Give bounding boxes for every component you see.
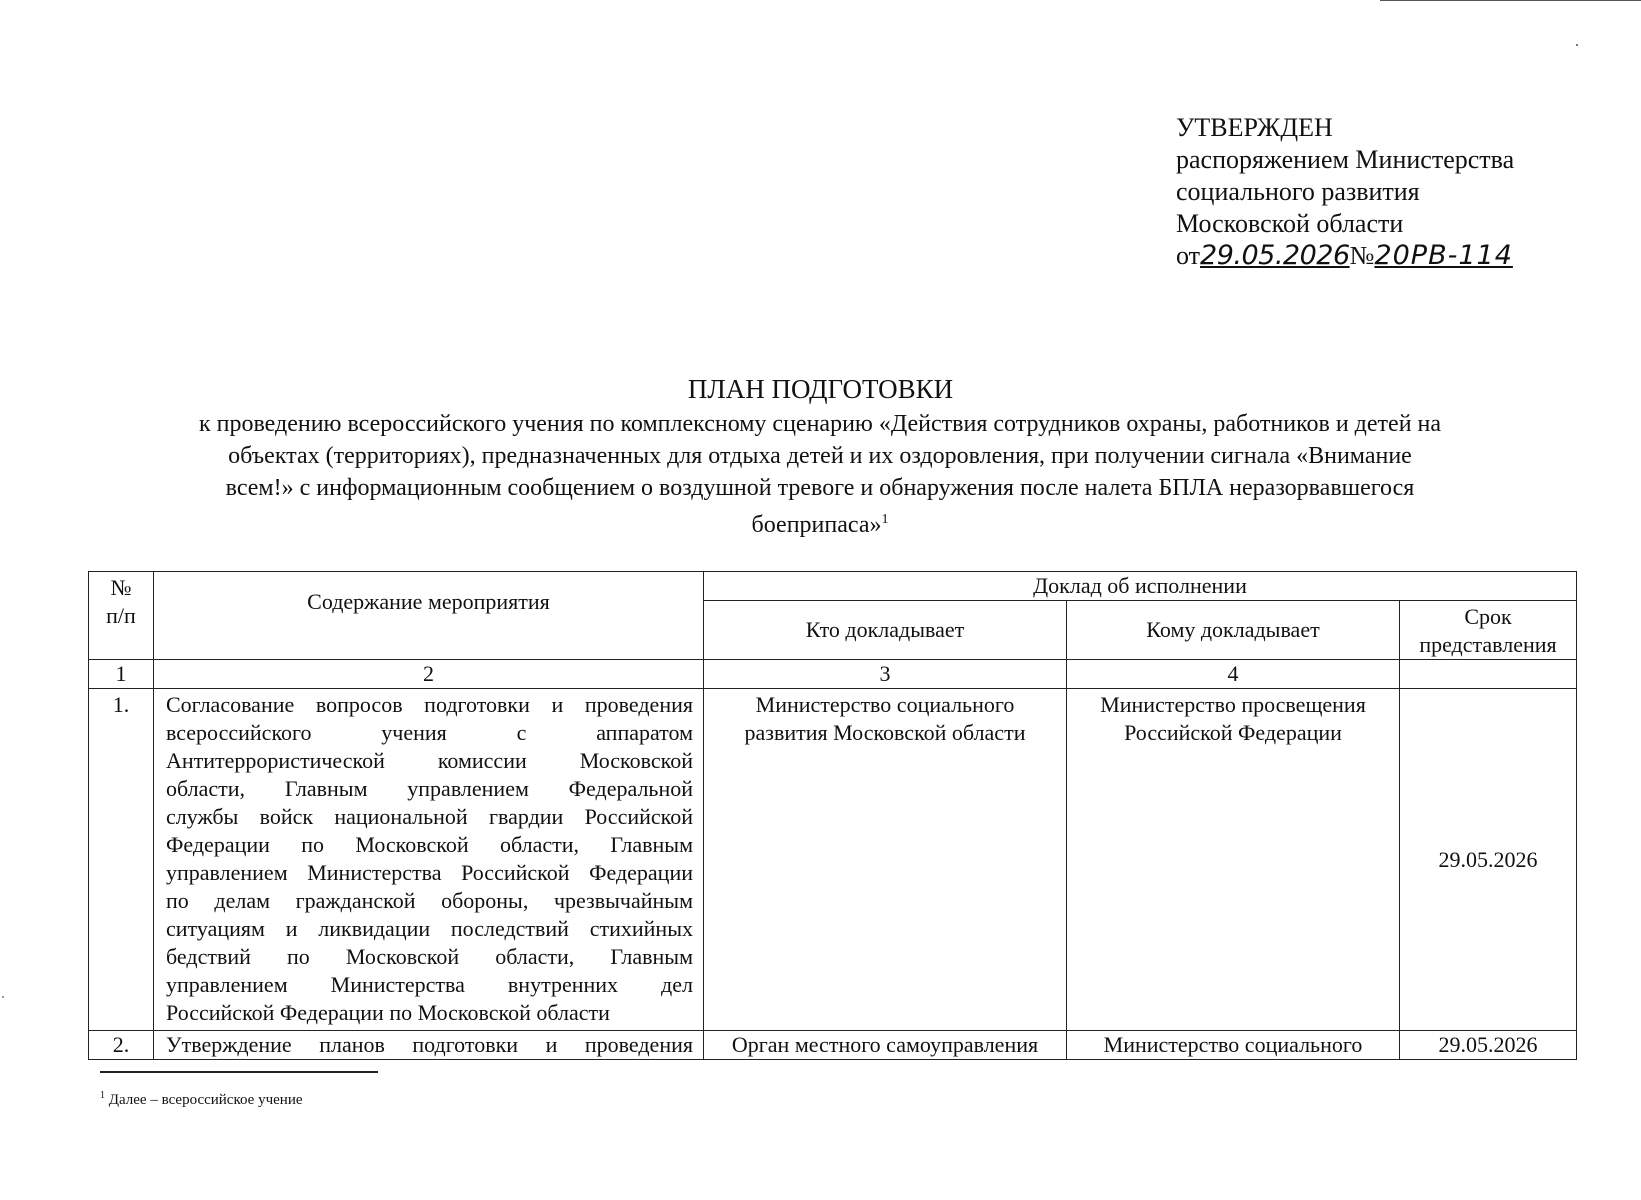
column-number: 3 [704,660,1067,689]
header-deadline: Срок представления [1400,601,1577,660]
column-number: 2 [154,660,704,689]
row-num: 1. [89,689,154,1031]
row-to-whom: Министерство социального [1067,1031,1400,1060]
header-content: Содержание мероприятия [154,572,704,660]
row-deadline: 29.05.2026 [1400,689,1577,1031]
approval-line: распоряжением Министерства [1176,145,1515,174]
subtitle-line: всем!» с информационным сообщением о воздушной тревоге и обнаружения после налета БПЛА неразорвавшегося [225,475,1415,501]
column-number: 4 [1067,660,1400,689]
footnote-text: Далее – всероссийское учение [105,1092,303,1108]
footnote-mark: 1 [100,1090,105,1101]
row-num: 2. [89,1031,154,1060]
approval-title: УТВЕРЖДЕН [1176,113,1333,142]
plan-subtitle [90,408,1550,541]
footnote-separator [100,1071,378,1073]
subtitle-line: объектах (территориях), предназначенных для отдыха детей и их оздоровления, при получении сигнала «Внимание [228,443,1412,469]
handwritten-date: 29.05.2026 [1200,240,1350,271]
scan-edge-line [1380,0,1641,1]
plan-table [88,571,1577,1060]
row-who: Министерство социального развития Московской области [704,689,1067,1031]
scan-speck [1576,44,1578,46]
row-deadline: 29.05.2026 [1400,1031,1577,1060]
row-who: Орган местного самоуправления [704,1031,1067,1060]
header-to-whom: Кому докладывает [1067,601,1400,660]
header-report-group: Доклад об исполнении [704,572,1577,601]
subtitle-line: боеприпаса»$^1$ [751,512,889,538]
plan-title: ПЛАН ПОДГОТОВКИ [687,374,954,404]
scan-speck [2,996,4,998]
row-content: Согласование вопросов подготовки и проведения всероссийского учения с аппаратом Антитеррористической комиссии Московской области, Главным управлением Федеральной службы войск национальной гвардии Российской Федерации по Московской области, Главным управлением Министерства Российской Федерации по делам гражданской обороны, чрезвычайным ситуациям и ликвидации последствий стихийных бедствий по Московской области, Главным управлением Министерства внутренних дел Российской Федерации по Московской области [154,689,704,1031]
row-content: Утверждение планов подготовки и проведения [154,1031,704,1060]
approval-date-line [1176,240,1514,272]
number-label: № [1349,241,1375,270]
column-number: 1 [89,660,154,689]
approval-stamp [1176,112,1514,272]
approval-line: социального развития [1176,177,1420,206]
table-row [89,1031,1577,1060]
footnote-ref: 1 [881,512,889,527]
table-row [89,689,1577,1031]
handwritten-number: 20РВ-114 [1374,240,1513,271]
header-who: Кто докладывает [704,601,1067,660]
subtitle-line: к проведению всероссийского учения по комплексному сценарию «Действия сотрудников охраны, работников и детей на [198,411,1442,437]
footnote [100,1087,303,1109]
approval-line: Московской области [1176,209,1404,238]
from-label: от [1176,241,1201,270]
row-to-whom: Министерство просвещения Российской Федерации [1067,689,1400,1031]
column-number [1400,660,1577,689]
header-num: № п/п [89,572,154,660]
